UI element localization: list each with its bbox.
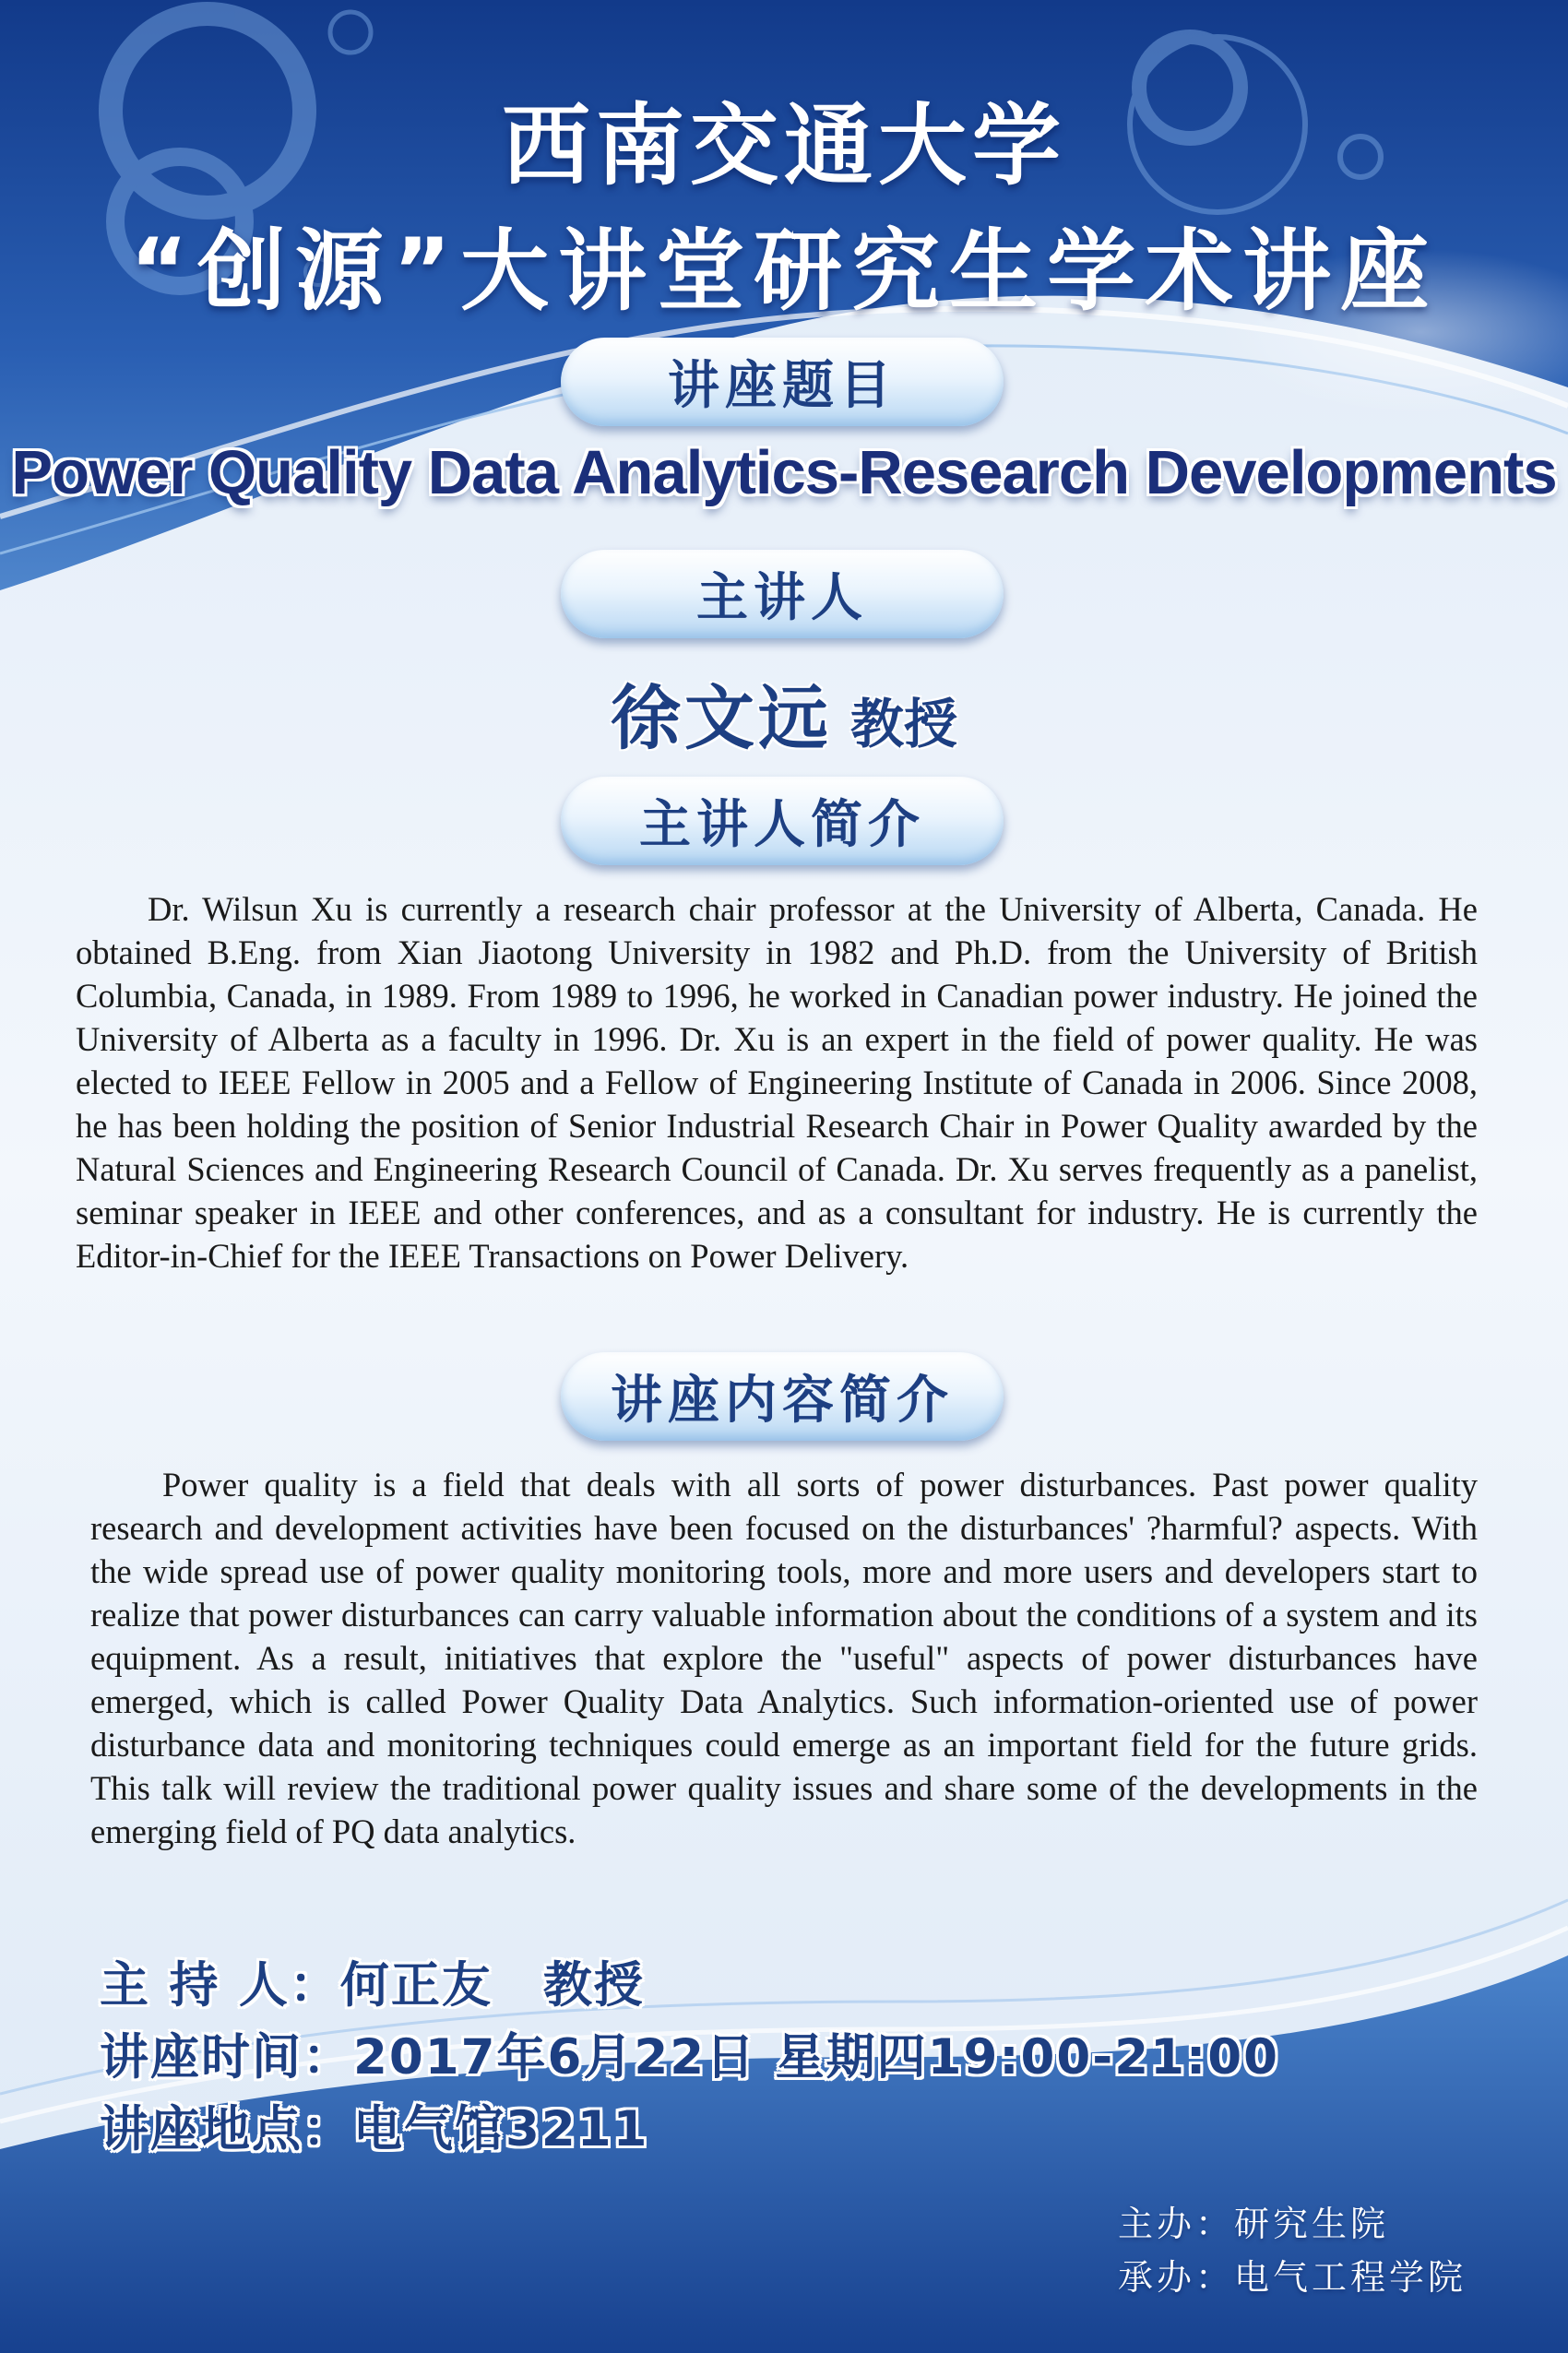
lecture-abstract <box>90 1463 1478 1853</box>
topic-label-badge: 讲座题目 <box>561 338 1004 426</box>
speaker-label-badge: 主讲人 <box>561 550 1004 638</box>
university-title: 西南交通大学 <box>502 94 1066 197</box>
speaker-name: 徐文远 <box>610 677 832 759</box>
lecture-series-title: “创源”大讲堂研究生学术讲座 <box>129 220 1439 323</box>
abstract-label-badge: 讲座内容简介 <box>561 1352 1004 1441</box>
host-info: 主 持 人：何正友 教授 <box>100 1957 645 2014</box>
speaker <box>0 662 1568 763</box>
speaker-bio-text: Dr. Wilsun Xu is currently a research chair professor at the University of Alberta, Canada. He obtained B.Eng. from Xian Jiaotong University in 1982 and Ph.D. from the University of British Columbia, Canada, in 1989. From 1989 to 1996, he worked in Canadian power industry. He joined the University of Alberta as a faculty in 1996. Dr. Xu is an expert in the field of power quality. He was elected to IEEE Fellow in 2005 and a Fellow of Engineering Institute of Canada in 2006. Since 2008, he has been holding the position of Senior Industrial Research Chair in Power Quality awarded by the Natural Sciences and Engineering Research Council of Canada. Dr. Xu serves frequently as a panelist, seminar speaker in IEEE and other conferences, and as a consultant for industry. He is currently the Editor-in-Chief for the IEEE Transactions on Power Delivery. <box>76 890 1478 1275</box>
sponsor: 主办：研究生院 <box>1118 2204 1390 2244</box>
organizer: 承办：电气工程学院 <box>1118 2257 1467 2298</box>
speaker-bio <box>76 887 1478 1278</box>
speaker-title: 教授 <box>849 693 957 755</box>
lecture-abstract-text: Power quality is a field that deals with all sorts of power disturbances. Past power quality research and development activities have been focused on the disturbances' ?harmful? aspects. With the wide spread use of power quality monitoring tools, more and more users and developers start to realize that power disturbances can carry valuable information about the conditions of a system and its equipment. As a result, initiatives that explore the "useful" aspects of power disturbances have emerged, which is called Power Quality Data Analytics. Such information-oriented use of power disturbance data and monitoring techniques could emerge as an important field for the future grids. This talk will review the traditional power quality issues and share some of the developments in the emerging field of PQ data analytics. <box>90 1466 1478 1850</box>
place-info: 讲座地点：电气馆3211 <box>100 2101 649 2157</box>
lecture-title: Power Quality Data Analytics-Research Developments <box>11 438 1557 507</box>
time-info: 讲座时间：2017年6月22日 星期四19:00-21:00 <box>100 2029 1279 2086</box>
bio-label-badge: 主讲人简介 <box>561 777 1004 865</box>
